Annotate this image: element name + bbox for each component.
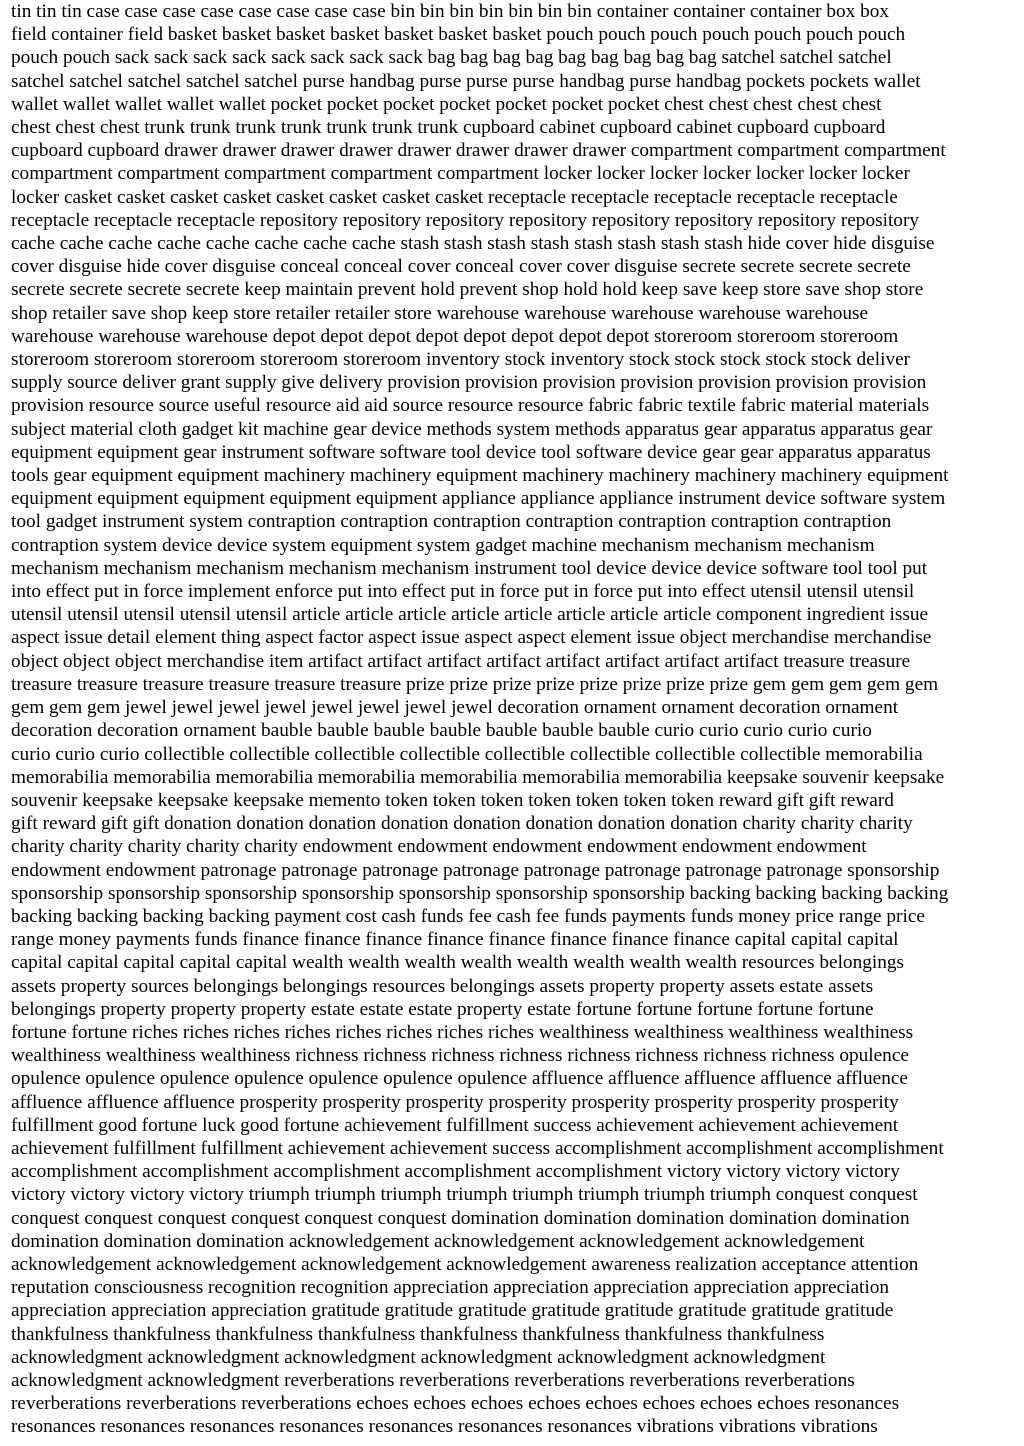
text-line: backing backing backing backing payment cost cash funds fee cash fee funds payments funds money price range price — [11, 905, 925, 927]
text-line: capital capital capital capital capital wealth wealth wealth wealth wealth wealth wealth wealth resources belongings — [11, 952, 904, 974]
text-line: victory victory victory victory triumph triumph triumph triumph triumph triumph triumph triumph conquest conquest — [11, 1184, 918, 1206]
text-line: shop retailer save shop keep store retailer retailer store warehouse warehouse warehouse warehouse warehouse — [11, 302, 869, 324]
text-line: range money payments funds finance finance finance finance finance finance finance finance capital capital capital — [11, 929, 899, 951]
text-line: receptacle receptacle receptacle repository repository repository repository repository repository repository repository — [11, 209, 920, 231]
text-line: reverberations reverberations reverberations echoes echoes echoes echoes echoes echoes echoes echoes resonances — [11, 1393, 900, 1415]
text-line: into effect put in force implement enforce put into effect put in force put in force put into effect utensil utensil utensil — [11, 581, 915, 603]
text-line: gem gem gem jewel jewel jewel jewel jewel jewel jewel jewel decoration ornament ornament decoration ornament — [11, 697, 899, 719]
text-line: wealthiness wealthiness wealthiness richness richness richness richness richness richness richness richness opulence — [11, 1045, 909, 1067]
text-line: subject material cloth gadget kit machine gear device methods system methods apparatus gear apparatus apparatus gear — [11, 418, 933, 440]
text-line: endowment endowment patronage patronage patronage patronage patronage patronage patronage patronage sponsorship — [11, 859, 940, 881]
word-list-text — [11, 0, 1014, 1439]
text-line: fortune fortune riches riches riches riches riches riches riches riches wealthiness wealthiness wealthiness wealthiness — [11, 1021, 914, 1043]
text-line: cupboard cupboard drawer drawer drawer drawer drawer drawer drawer drawer compartment compartment compartment — [11, 140, 946, 162]
text-line: secrete secrete secrete secrete keep maintain prevent hold prevent shop hold hold keep save keep store save shop store — [11, 279, 924, 301]
text-line: memorabilia memorabilia memorabilia memorabilia memorabilia memorabilia memorabilia keepsake souvenir keepsake — [11, 766, 945, 788]
text-line: reputation consciousness recognition recognition appreciation appreciation appreciation appreciation appreciation — [11, 1277, 890, 1299]
text-line: warehouse warehouse warehouse depot depot depot depot depot depot depot depot storeroom storeroom storeroom — [11, 325, 899, 347]
text-line: fulfillment good fortune luck good fortune achievement fulfillment success achievement achievement achievement — [11, 1114, 899, 1136]
text-line: domination domination domination acknowledgement acknowledgement acknowledgement acknowledgement — [11, 1230, 865, 1252]
text-line: acknowledgement acknowledgement acknowledgement acknowledgement awareness realization acceptance attention — [11, 1253, 919, 1275]
text-line: locker casket casket casket casket casket casket casket casket receptacle receptacle receptacle receptacle receptacle — [11, 186, 898, 208]
text-line: tool gadget instrument system contraption contraption contraption contraption contraption contraption contraption — [11, 511, 892, 533]
text-line: sponsorship sponsorship sponsorship sponsorship sponsorship sponsorship sponsorship backing backing backing backing — [11, 882, 949, 904]
text-line: tin tin tin case case case case case case case case bin bin bin bin bin bin bin container container container box box — [11, 1, 890, 22]
text-line: acknowledgment acknowledgment reverberations reverberations reverberations reverberations reverberations — [11, 1369, 855, 1391]
text-line: chest chest chest trunk trunk trunk trunk trunk trunk trunk cupboard cabinet cupboard cabinet cupboard cupboard — [11, 117, 886, 139]
text-line: tools gear equipment equipment machinery machinery equipment machinery machinery machinery machinery equipment — [11, 465, 949, 487]
text-line: appreciation appreciation appreciation gratitude gratitude gratitude gratitude gratitude gratitude gratitude gratitude — [11, 1300, 894, 1322]
text-line: contraption system device device system equipment system gadget machine mechanism mechanism mechanism — [11, 534, 875, 556]
text-line: decoration decoration ornament bauble bauble bauble bauble bauble bauble bauble curio curio curio curio curio — [11, 720, 872, 742]
text-line: utensil utensil utensil utensil utensil article article article article article article article article component ingredient issue — [11, 604, 929, 626]
text-line: object object object merchandise item artifact artifact artifact artifact artifact artifact artifact artifact treasure treasure — [11, 650, 911, 672]
text-line: provision resource source useful resource aid aid source resource resource fabric fabric textile fabric material materials — [11, 395, 930, 417]
text-line: mechanism mechanism mechanism mechanism mechanism instrument tool device device device software tool tool put — [11, 557, 928, 579]
text-line: assets property sources belongings belongings resources belongings assets property property assets estate assets — [11, 975, 874, 997]
text-line: belongings property property property estate estate estate property estate fortune fortune fortune fortune fortune — [11, 998, 874, 1020]
text-line: accomplishment accomplishment accomplishment accomplishment accomplishment victory victory victory victory — [11, 1161, 900, 1183]
text-line: achievement fulfillment fulfillment achievement achievement success accomplishment accomplishment accomplishment — [11, 1137, 944, 1159]
text-line: conquest conquest conquest conquest conquest conquest domination domination domination domination domination — [11, 1207, 910, 1229]
text-line: affluence affluence affluence prosperity prosperity prosperity prosperity prosperity prosperity prosperity prosperity — [11, 1091, 899, 1113]
text-line: equipment equipment equipment equipment equipment appliance appliance appliance instrument device software system — [11, 488, 946, 510]
text-line: cover disguise hide cover disguise conceal conceal cover conceal cover cover disguise secrete secrete secrete secrete — [11, 256, 911, 278]
text-line: cache cache cache cache cache cache cache cache stash stash stash stash stash stash stash stash hide cover hide disguise — [11, 233, 935, 255]
text-line: supply source deliver grant supply give delivery provision provision provision provision provision provision provision — [11, 372, 927, 394]
text-line: treasure treasure treasure treasure treasure treasure prize prize prize prize prize prize prize prize gem gem gem gem gem — [11, 673, 939, 695]
text-line: storeroom storeroom storeroom storeroom storeroom inventory stock inventory stock stock stock stock stock deliver — [11, 349, 911, 371]
text-line: satchel satchel satchel satchel satchel purse handbag purse purse purse handbag purse handbag pockets pockets wallet — [11, 70, 921, 92]
text-line: curio curio curio collectible collectible collectible collectible collectible collectible collectible collectible memorabilia — [11, 743, 923, 765]
text-line: gift reward gift gift donation donation donation donation donation donation donation donation charity charity charity — [11, 813, 913, 835]
text-line: compartment compartment compartment compartment compartment locker locker locker locker locker locker locker — [11, 163, 910, 185]
text-line: resonances resonances resonances resonances resonances resonances resonances vibrations vibrations vibrations — [11, 1416, 878, 1438]
text-line: wallet wallet wallet wallet wallet pocket pocket pocket pocket pocket pocket pocket chest chest chest chest chest — [11, 93, 882, 115]
text-line: thankfulness thankfulness thankfulness thankfulness thankfulness thankfulness thankfulness thankfulness — [11, 1323, 825, 1345]
text-line: charity charity charity charity charity endowment endowment endowment endowment endowment endowment — [11, 836, 867, 858]
text-line: opulence opulence opulence opulence opulence opulence opulence affluence affluence affluence affluence affluence — [11, 1068, 908, 1090]
text-line: acknowledgment acknowledgment acknowledgment acknowledgment acknowledgment acknowledgment — [11, 1346, 826, 1368]
text-line: pouch pouch sack sack sack sack sack sack sack sack bag bag bag bag bag bag bag bag bag satchel satchel satchel — [11, 47, 892, 69]
text-line: aspect issue detail element thing aspect factor aspect issue aspect aspect element issue object merchandise merchandise — [11, 627, 932, 649]
text-line: equipment equipment gear instrument software software tool device tool software device gear gear apparatus apparatus — [11, 441, 931, 463]
text-line: field container field basket basket basket basket basket basket basket pouch pouch pouch pouch pouch pouch pouch — [11, 24, 906, 46]
text-line: souvenir keepsake keepsake keepsake memento token token token token token token token reward gift gift reward — [11, 789, 894, 811]
